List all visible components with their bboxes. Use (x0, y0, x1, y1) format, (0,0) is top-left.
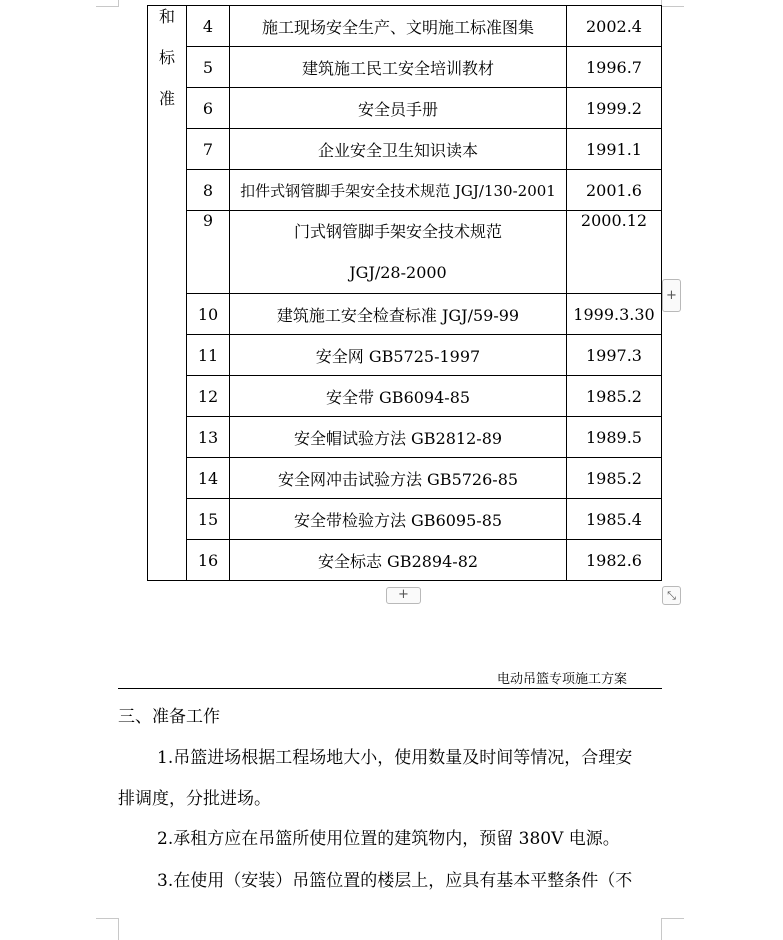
publish-date: 1991.1 (567, 129, 662, 170)
standard-name (230, 211, 567, 294)
publish-date: 1989.5 (567, 417, 662, 458)
standard-name: 扣件式钢管脚手架安全技术规范 JGJ/130-2001 (230, 170, 567, 211)
table-row (148, 170, 662, 211)
table-row (148, 540, 662, 581)
standard-name: 安全网 GB5725-1997 (230, 335, 567, 376)
table-row (148, 88, 662, 129)
paragraph-1-line-1: 1.吊篮进场根据工程场地大小，使用数量及时间等情况，合理安 (157, 748, 633, 768)
section-title: 三、准备工作 (118, 707, 220, 727)
table-row (148, 6, 662, 47)
publish-date: 1999.2 (567, 88, 662, 129)
paragraph-2: 2.承租方应在吊篮所使用位置的建筑物内，预留 380V 电源。 (157, 829, 620, 849)
publish-date: 2001.6 (567, 170, 662, 211)
row-number: 10 (187, 294, 230, 335)
paragraph-3: 3.在使用（安装）吊篮位置的楼层上，应具有基本平整条件（不 (157, 871, 633, 891)
row-number: 9 (187, 211, 230, 294)
standard-name: 建筑施工民工安全培训教材 (230, 47, 567, 88)
row-number: 8 (187, 170, 230, 211)
publish-date: 1985.2 (567, 376, 662, 417)
crop-mark-bottom-right (661, 918, 684, 940)
category-cell (148, 6, 187, 581)
publish-date: 2002.4 (567, 6, 662, 47)
publish-date: 1999.3.30 (567, 294, 662, 335)
row-number: 5 (187, 47, 230, 88)
row-number: 12 (187, 376, 230, 417)
crop-mark-top-left (96, 0, 119, 7)
table-row (148, 499, 662, 540)
table-row (148, 417, 662, 458)
table-row (148, 294, 662, 335)
publish-date: 2000.12 (567, 211, 662, 294)
crop-mark-top-right (661, 0, 684, 7)
standard-name: 安全带检验方法 GB6095-85 (230, 499, 567, 540)
table-row (148, 129, 662, 170)
publish-date: 1996.7 (567, 47, 662, 88)
table-row (148, 47, 662, 88)
standard-name: 安全网冲击试验方法 GB5726-85 (230, 458, 567, 499)
table-row (148, 335, 662, 376)
standard-name: 安全标志 GB2894-82 (230, 540, 567, 581)
publish-date: 1985.4 (567, 499, 662, 540)
publish-date: 1982.6 (567, 540, 662, 581)
standards-table (147, 5, 662, 581)
header-divider (118, 688, 662, 689)
standard-name: 安全帽试验方法 GB2812-89 (230, 417, 567, 458)
add-row-button[interactable]: + (386, 587, 421, 604)
standard-name: 建筑施工安全检查标准 JGJ/59-99 (230, 294, 567, 335)
paragraph-1-line-2: 排调度，分批进场。 (118, 789, 271, 809)
table-resize-handle-icon[interactable]: ⤡ (662, 586, 681, 605)
row-number: 16 (187, 540, 230, 581)
publish-date: 1997.3 (567, 335, 662, 376)
standard-name-line: JGJ/28-2000 (349, 263, 447, 282)
standard-name: 企业安全卫生知识读本 (230, 129, 567, 170)
standard-name: 安全员手册 (230, 88, 567, 129)
category-char: 和 (158, 7, 175, 26)
category-char: 标 (158, 48, 175, 67)
standard-name-line: 门式钢管脚手架安全技术规范 (293, 222, 502, 241)
crop-mark-bottom-left (96, 918, 119, 940)
row-number: 7 (187, 129, 230, 170)
table-row (148, 376, 662, 417)
table-row (148, 458, 662, 499)
publish-date: 1985.2 (567, 458, 662, 499)
row-number: 15 (187, 499, 230, 540)
add-column-button[interactable]: + (662, 279, 681, 312)
row-number: 6 (187, 88, 230, 129)
page-header-title: 电动吊篮专项施工方案 (497, 672, 628, 687)
table-row (148, 211, 662, 294)
category-char: 准 (158, 89, 175, 108)
row-number: 14 (187, 458, 230, 499)
row-number: 13 (187, 417, 230, 458)
row-number: 4 (187, 6, 230, 47)
standard-name: 施工现场安全生产、文明施工标准图集 (230, 6, 567, 47)
row-number: 11 (187, 335, 230, 376)
standard-name: 安全带 GB6094-85 (230, 376, 567, 417)
